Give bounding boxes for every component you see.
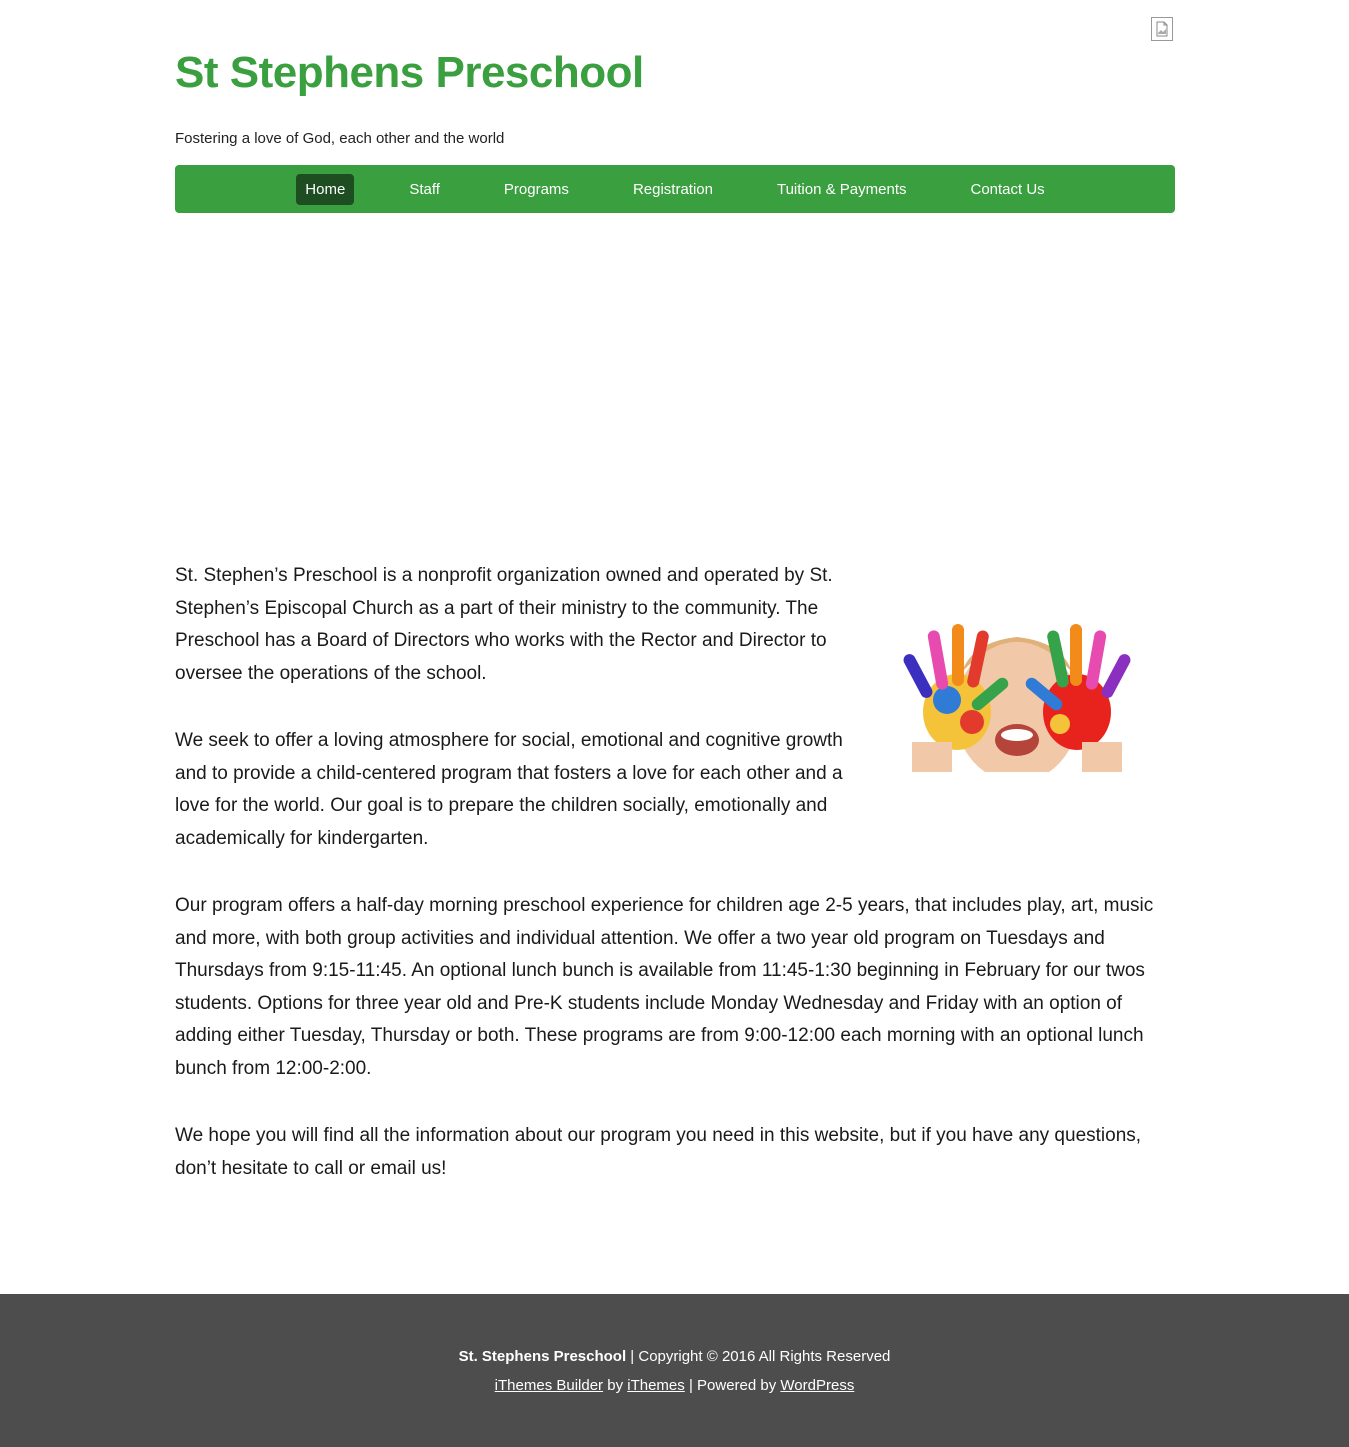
mission-paragraph: We seek to offer a loving atmosphere for social, emotional and cognitive growth and to provide a child-centered program that fosters a love for each other and a love for the world. Our goal is to prepare the children socially, emotionally and academically for kindergarten. [175,730,843,849]
footer-credits-line [0,1377,1349,1394]
footer-by-text: by [603,1377,628,1394]
nav-item-tuition-payments[interactable]: Tuition & Payments [776,180,907,198]
program-paragraph: Our program offers a half-day morning preschool experience for children age 2-5 years, that includes play, art, music and more, with both group activities and individual attention. We offer a two year old program on Tuesdays and Thursdays from 9:15-11:45. An optional lunch bunch is available from 11:45-1:30 beginning in February for our twos students. Options for three year old and Pre-K students include Monday Wednesday and Friday with an option of adding either Tuesday, Thursday or both. These programs are from 9:00-12:00 each morning with an optional lunch bunch from 12:00-2:00. [175,895,1154,1079]
footer-powered-text: | Powered by [684,1377,781,1394]
footer-ithemes-builder-link[interactable]: iThemes Builder [494,1377,604,1394]
site-header [175,0,1175,165]
footer-copyright-line [0,1348,1349,1365]
child-painted-hands-image [892,612,1142,772]
footer-copyright: | Copyright © 2016 All Rights Reserved [626,1348,891,1365]
main-nav [175,165,1175,213]
nav-item-programs[interactable]: Programs [503,180,569,198]
broken-image-icon [1151,17,1173,41]
site-tagline: Fostering a love of God, each other and the world [175,130,505,147]
footer-wordpress-link[interactable]: WordPress [780,1377,855,1394]
site-footer [0,1294,1349,1447]
nav-item-home[interactable]: Home [296,174,354,205]
nav-item-contact-us[interactable]: Contact Us [970,180,1045,198]
intro-paragraph: St. Stephen’s Preschool is a nonprofit organization owned and operated by St. Stephen’s Episcopal Church as a part of their ministry to the community. The Preschool has a Board of Directors who works with the Rector and Director to oversee the operations of the school. [175,565,833,684]
nav-item-staff[interactable]: Staff [409,180,440,198]
closing-paragraph: We hope you will find all the information about our program you need in this website, but if you have any questions, don’t hesitate to call or email us! [175,1125,1142,1179]
site-title[interactable]: St Stephens Preschool [175,48,644,97]
footer-ithemes-link[interactable]: iThemes [627,1377,685,1394]
nav-item-registration[interactable]: Registration [632,180,713,198]
footer-site-name: St. Stephens Preschool [458,1348,627,1365]
